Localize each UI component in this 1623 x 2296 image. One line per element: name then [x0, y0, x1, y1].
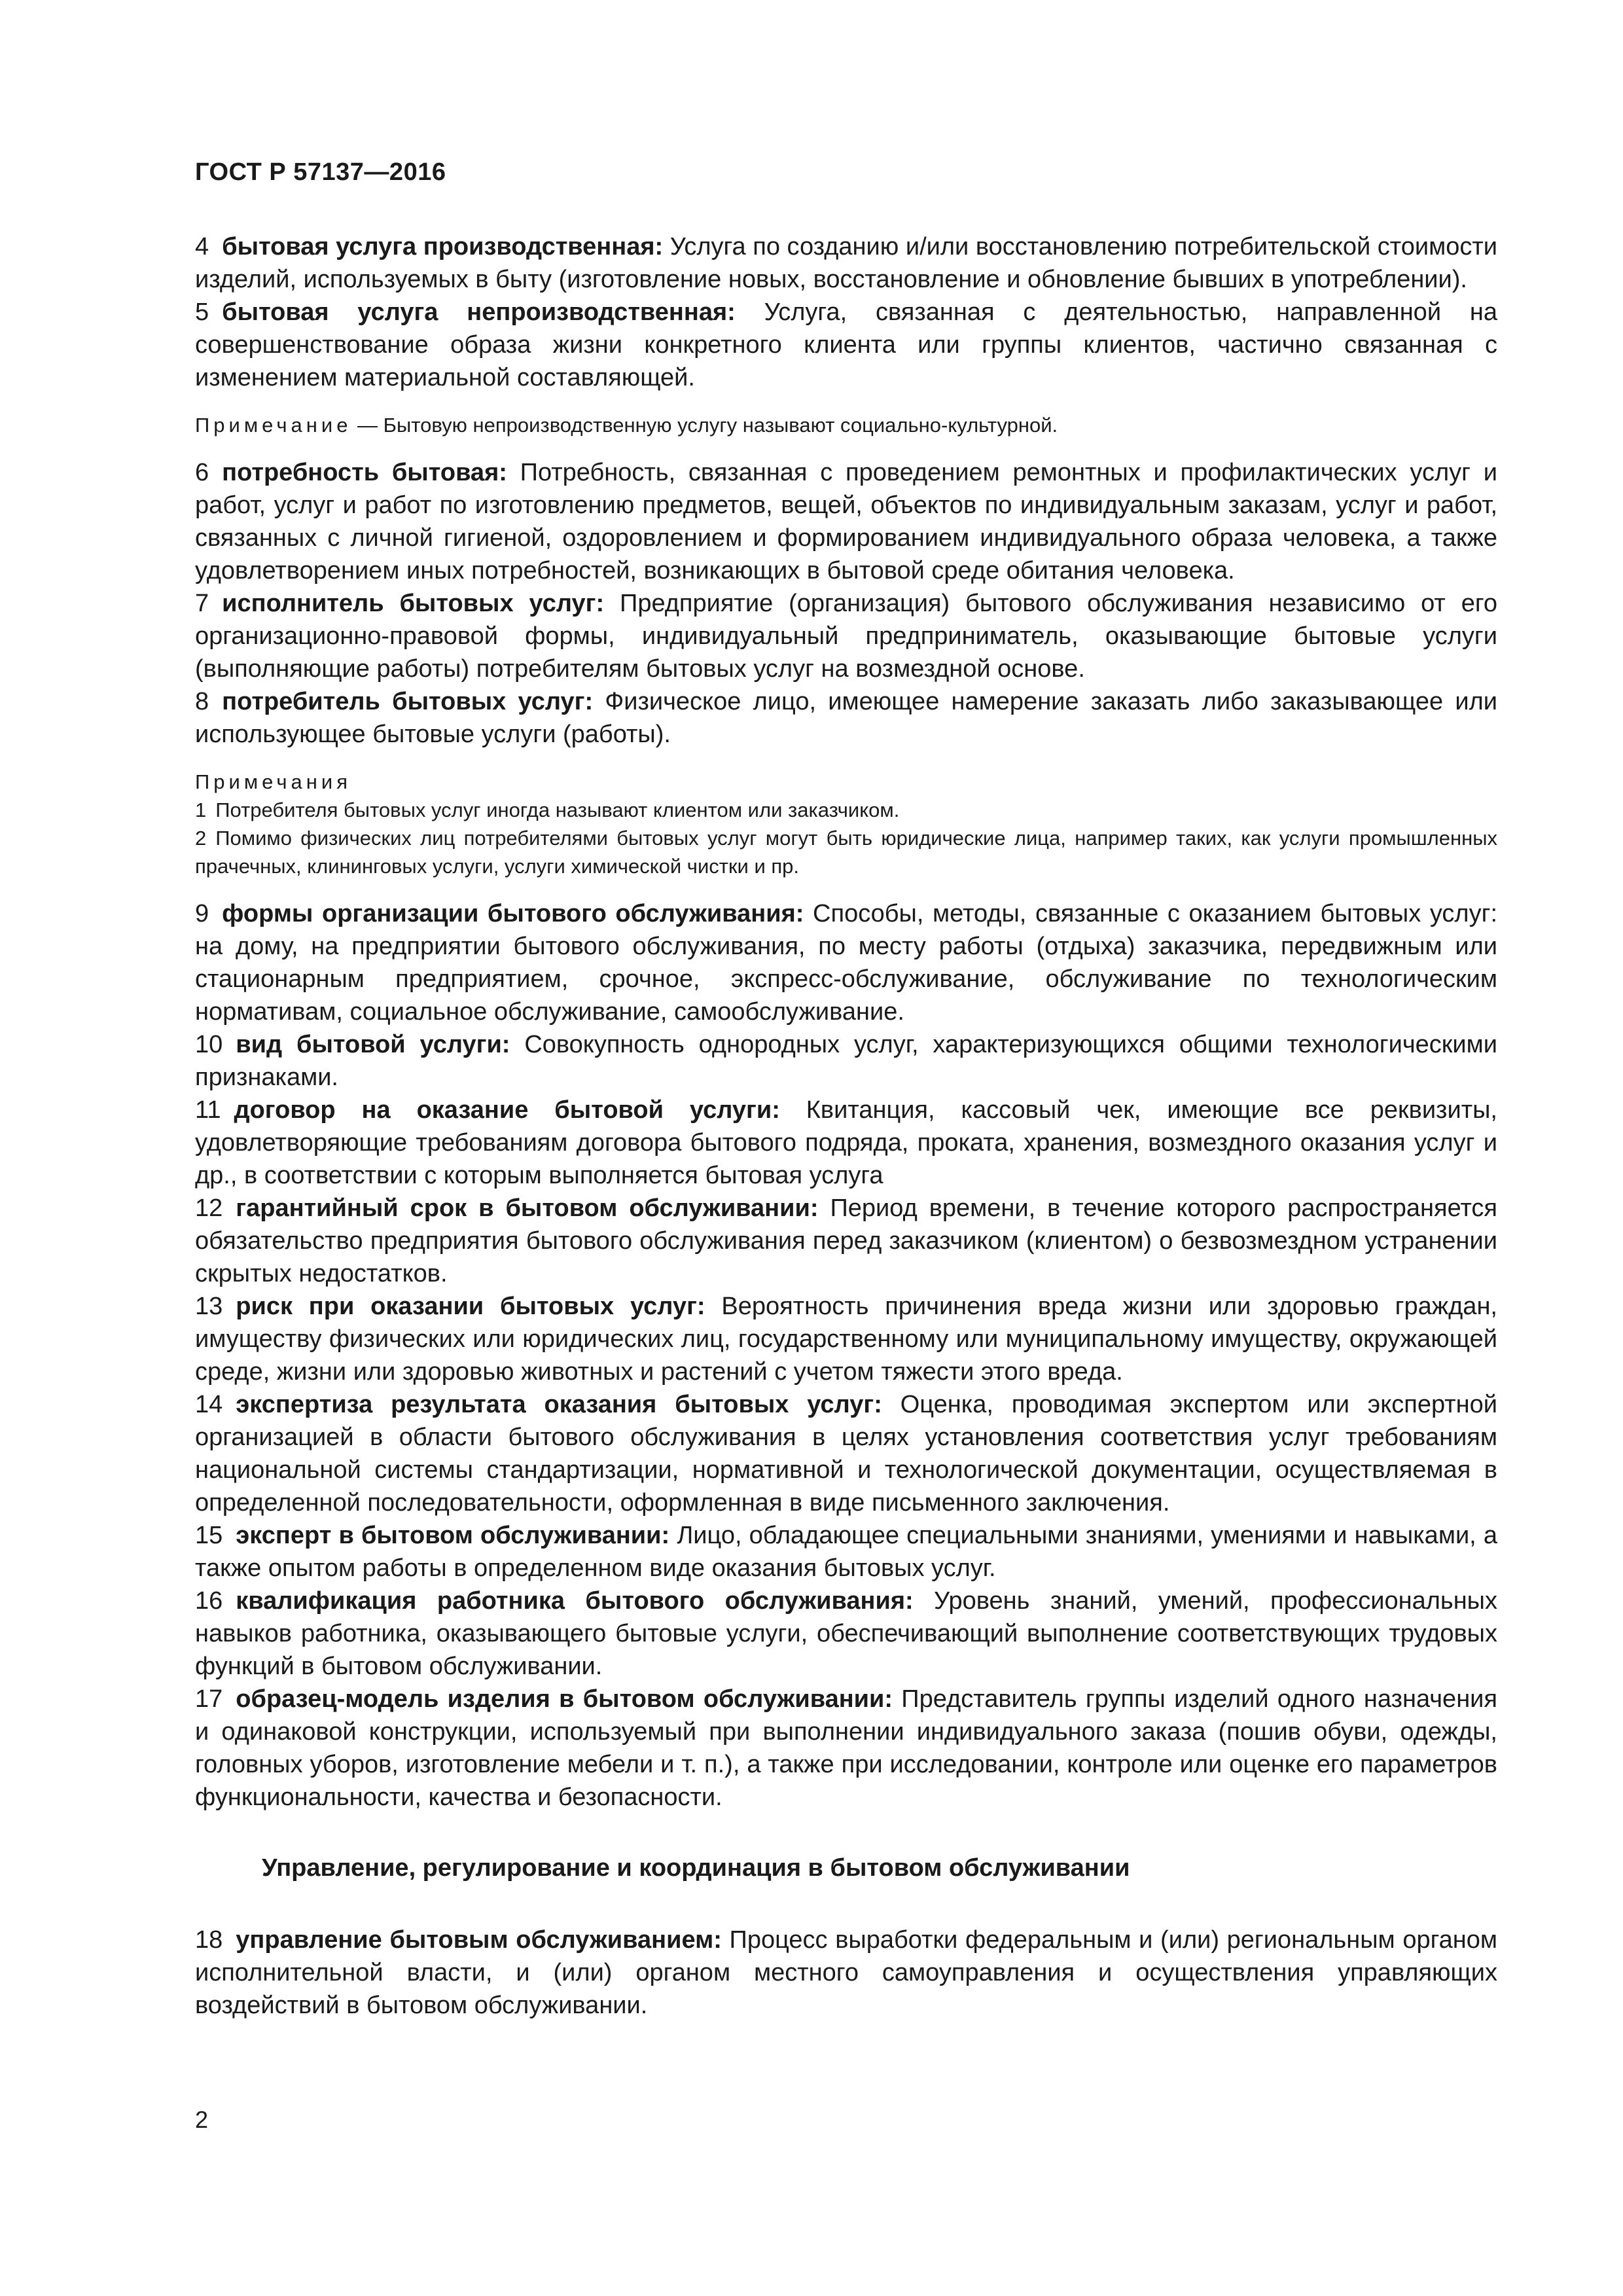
terms-group-d: [195, 1924, 1497, 2022]
term-name: вид бытовой услуги:: [236, 1031, 510, 1058]
note-text: Потребителя бытовых услуг иногда называют клиентом или заказчиком.: [215, 798, 900, 821]
notes-list: [195, 796, 1497, 880]
term-number: 13: [195, 1293, 223, 1320]
note-number: 1: [195, 798, 207, 821]
term-name: гарантийный срок в бытовом обслуживании:: [236, 1194, 819, 1222]
term-entry: [195, 1388, 1497, 1519]
term-name: бытовая услуга производственная:: [222, 233, 664, 260]
term-number: 15: [195, 1522, 223, 1549]
term-definition: Услуга, связанная с деятельностью, направленной на совершенствование образа жизни конкретного клиента или группы клиентов, частично связанная с изменением материальной составляющей.: [195, 298, 1498, 391]
term-number: 6: [195, 459, 209, 486]
note-item: [195, 824, 1497, 880]
term-entry: [195, 230, 1497, 296]
term-number: 11: [195, 1096, 221, 1124]
term-name: экспертиза результата оказания бытовых услуг:: [236, 1391, 882, 1418]
term-definition: Лицо, обладающее специальными знаниями, умениями и навыками, а также опытом работы в определенном виде оказания бытовых услуг.: [195, 1522, 1497, 1582]
term-name: потребитель бытовых услуг:: [222, 688, 594, 715]
note: [195, 411, 1497, 439]
term-definition: Потребность, связанная с проведением ремонтных и профилактических услуг и работ, услуг и работ по изготовлению предметов, вещей, объектов по индивидуальным заказам, услуг и работ, связанных с личной гигиеной, оздоровлением и формированием индивидуального образа человека, а также удовлетворением иных потребностей, возникающих в бытовой среде обитания человека.: [195, 459, 1497, 584]
term-name: риск при оказании бытовых услуг:: [236, 1293, 705, 1320]
term-number: 5: [195, 298, 209, 326]
term-definition: Оценка, проводимая экспертом или экспертной организацией в области бытового обслуживания в целях установления соответствия услуг требованиям национальной системы стандартизации, нормативной и технологической документации, осуществляемая в определенной последовательности, оформленная в виде письменного заключения.: [195, 1391, 1498, 1516]
note-number: 2: [195, 827, 207, 850]
term-entry: [195, 587, 1497, 685]
term-entry: [195, 1094, 1497, 1192]
term-entry: [195, 1290, 1497, 1388]
term-definition: Представитель группы изделий одного назначения и одинаковой конструкции, используемый при выполнении индивидуального заказа (пошив обуви, одежды, головных уборов, изготовление мебели и т. п.), а также при исследовании, контроле или оценке его параметров функциональности, качества и безопасности.: [195, 1685, 1497, 1811]
term-definition: Уровень знаний, умений, профессиональных навыков работника, оказывающего бытовые услуги, обеспечивающий выполнение соответствующих трудовых функций в бытовом обслуживании.: [195, 1587, 1497, 1680]
term-definition: Способы, методы, связанные с оказанием бытовых услуг: на дому, на предприятии бытового обслуживания, по месту работы (отдыха) заказчика, передвижным или стационарным предприятием, срочное, экспресс-обслуживание, обслуживание по технологическим нормативам, социальное обслуживание, самообслуживание.: [195, 900, 1497, 1026]
note-item: [195, 796, 1497, 824]
term-number: 16: [195, 1587, 223, 1615]
term-number: 17: [195, 1685, 223, 1713]
terms-group-b: [195, 456, 1497, 751]
term-number: 4: [195, 233, 209, 260]
term-name: формы организации бытового обслуживания:: [222, 900, 804, 927]
term-number: 7: [195, 590, 209, 617]
term-name: управление бытовым обслуживанием:: [236, 1926, 722, 1954]
term-definition: Физическое лицо, имеющее намерение заказать либо заказывающее или использующее бытовые услуги (работы).: [195, 688, 1497, 748]
notes-label: Примечания: [195, 770, 351, 793]
term-entry: [195, 456, 1497, 587]
section-heading: Управление, регулирование и координация в бытовом обслуживании: [262, 1854, 1130, 1882]
note-text: Помимо физических лиц потребителями бытовых услуг могут быть юридические лица, например таких, как услуги промышленных прачечных, клининговых услуги, услуги химической чистки и пр.: [195, 827, 1497, 878]
term-definition: Период времени, в течение которого распространяется обязательство предприятия бытового обслуживания перед заказчиком (клиентом) о безвозмездном устранении скрытых недостатков.: [195, 1194, 1497, 1287]
term-number: 9: [195, 900, 209, 927]
term-entry: [195, 1924, 1497, 2022]
term-entry: [195, 1585, 1497, 1683]
term-name: образец-модель изделия в бытовом обслуживании:: [236, 1685, 893, 1713]
term-number: 10: [195, 1031, 223, 1058]
term-name: бытовая услуга непроизводственная:: [222, 298, 736, 326]
term-entry: [195, 1683, 1497, 1814]
term-definition: Процесс выработки федеральным и (или) региональным органом исполнительной власти, и (или) органом местного самоуправления и осуществления управляющих воздействий в бытовом обслуживании.: [195, 1926, 1497, 2019]
term-definition: Квитанция, кассовый чек, имеющие все реквизиты, удовлетворяющие требованиям договора бытового подряда, проката, хранения, возмездного оказания услуг и др., в соответствии с которым выполняется бытовая услуга: [195, 1096, 1497, 1189]
term-definition: Совокупность однородных услуг, характеризующихся общими технологическими признаками.: [195, 1031, 1497, 1091]
terms-group-c: [195, 897, 1497, 1814]
notes-block: [195, 768, 1497, 880]
term-name: эксперт в бытовом обслуживании:: [236, 1522, 670, 1549]
term-definition: Вероятность причинения вреда жизни или здоровью граждан, имуществу физических или юридических лиц, государственному или муниципальному имуществу, окружающей среде, жизни или здоровью животных и растений с учетом тяжести этого вреда.: [195, 1293, 1497, 1386]
term-name: договор на оказание бытовой услуги:: [234, 1096, 780, 1124]
note-text: — Бытовую непроизводственную услугу называют социально-культурной.: [351, 414, 1058, 437]
term-number: 14: [195, 1391, 223, 1418]
note-label: Примечание: [195, 414, 352, 437]
term-number: 8: [195, 688, 209, 715]
document-header: ГОСТ Р 57137—2016: [195, 158, 446, 186]
term-name: потребность бытовая:: [222, 459, 507, 486]
term-entry: [195, 1192, 1497, 1290]
term-entry: [195, 1519, 1497, 1585]
term-definition: Услуга по созданию и/или восстановлению потребительской стоимости изделий, используемых в быту (изготовление новых, восстановление и обновление бывших в употреблении).: [195, 233, 1497, 293]
term-definition: Предприятие (организация) бытового обслуживания независимо от его организационно-правовой формы, индивидуальный предприниматель, оказывающие бытовые услуги (выполняющие работы) потребителям бытовых услуг на возмездной основе.: [195, 590, 1497, 683]
terms-group-a: [195, 230, 1497, 394]
term-entry: [195, 296, 1497, 394]
term-number: 18: [195, 1926, 223, 1954]
document-content: [195, 230, 1497, 2022]
term-entry: [195, 897, 1497, 1028]
page-number: 2: [195, 2106, 209, 2133]
term-name: исполнитель бытовых услуг:: [222, 590, 605, 617]
term-number: 12: [195, 1194, 223, 1222]
term-name: квалификация работника бытового обслуживания:: [236, 1587, 914, 1615]
term-entry: [195, 685, 1497, 751]
term-entry: [195, 1028, 1497, 1094]
document-page: [195, 0, 1497, 2296]
